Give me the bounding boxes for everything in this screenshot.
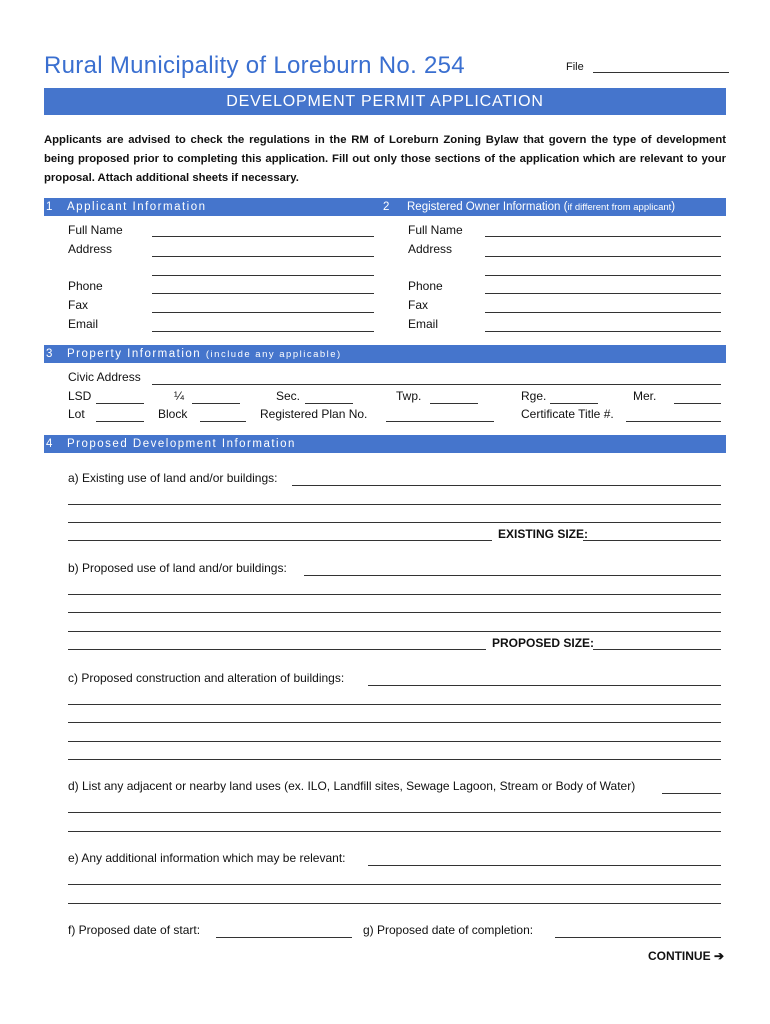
section-4-header: [44, 435, 726, 453]
applicant-phone-input[interactable]: [152, 293, 374, 294]
owner-address-label: Address: [408, 242, 453, 256]
rge-label: Rge.: [521, 389, 547, 403]
applicant-fullname-input[interactable]: [152, 236, 374, 237]
applicant-email-label: Email: [68, 317, 99, 331]
cert-label: Certificate Title #.: [521, 407, 614, 421]
applicant-address-input-2[interactable]: [152, 275, 374, 276]
construction-line[interactable]: [68, 759, 721, 760]
civic-address-input[interactable]: [152, 384, 721, 385]
adjacent-uses-line[interactable]: [68, 831, 721, 832]
lot-input[interactable]: [96, 421, 144, 422]
twp-input[interactable]: [430, 403, 478, 404]
applicant-address-label: Address: [68, 242, 113, 256]
plan-label: Registered Plan No.: [260, 407, 368, 421]
proposed-use-line[interactable]: [68, 649, 486, 650]
sec-label: Sec.: [276, 389, 301, 403]
proposed-use-line[interactable]: [68, 631, 721, 632]
adjacent-uses-input[interactable]: [662, 793, 721, 794]
adjacent-uses-label: d) List any adjacent or nearby land uses (ex. ILO, Landfill sites, Sewage Lagoon, Stream or Body of Water): [68, 779, 636, 793]
additional-info-label: e) Any additional information which may be relevant:: [68, 851, 346, 865]
section-2-title: Registered Owner Information (if different from applicant): [407, 201, 676, 213]
section-3-number: 3: [46, 348, 53, 360]
block-label: Block: [158, 407, 188, 421]
existing-use-line[interactable]: [68, 540, 492, 541]
section-1-title: Applicant Information: [67, 201, 207, 213]
applicant-fax-input[interactable]: [152, 312, 374, 313]
section-4-title: Proposed Development Information: [67, 438, 296, 450]
owner-address-input[interactable]: [485, 256, 721, 257]
construction-line[interactable]: [68, 741, 721, 742]
mer-label: Mer.: [633, 389, 657, 403]
twp-label: Twp.: [396, 389, 422, 403]
existing-size-input[interactable]: [583, 540, 721, 541]
mer-input[interactable]: [674, 403, 721, 404]
intro-text: Applicants are advised to check the regulations in the RM of Loreburn Zoning Bylaw that govern the type of development being proposed prior to completing this application. Fill out only those sections of the application which are relevant to your proposal. Attach additional sheets if necessary.: [44, 134, 726, 184]
existing-use-line[interactable]: [68, 504, 721, 505]
proposed-use-label: b) Proposed use of land and/or buildings:: [68, 561, 287, 575]
owner-fax-label: Fax: [408, 298, 429, 312]
owner-fullname-label: Full Name: [408, 223, 463, 237]
existing-size-label: EXISTING SIZE:: [498, 527, 589, 541]
form-banner: DEVELOPMENT PERMIT APPLICATION: [44, 88, 726, 115]
civic-address-label: Civic Address: [68, 370, 141, 384]
section-1-number: 1: [46, 201, 53, 213]
proposed-use-line[interactable]: [68, 612, 721, 613]
continue-link[interactable]: CONTINUE ➔: [647, 949, 724, 963]
owner-fax-input[interactable]: [485, 312, 721, 313]
completion-date-label: g) Proposed date of completion:: [363, 923, 534, 937]
file-field: [566, 61, 729, 73]
owner-address-input-2[interactable]: [485, 275, 721, 276]
proposed-size-label: PROPOSED SIZE:: [492, 636, 595, 650]
page-title: Rural Municipality of Loreburn No. 254: [44, 52, 465, 79]
sec-input[interactable]: [305, 403, 353, 404]
start-date-label: f) Proposed date of start:: [68, 923, 201, 937]
section-1-2-header: [44, 198, 726, 216]
construction-input[interactable]: [368, 685, 721, 686]
applicant-phone-label: Phone: [68, 279, 103, 293]
section-3-header: [44, 345, 726, 363]
plan-input[interactable]: [386, 421, 494, 422]
owner-phone-label: Phone: [408, 279, 443, 293]
owner-email-input[interactable]: [485, 331, 721, 332]
construction-line[interactable]: [68, 722, 721, 723]
existing-use-line[interactable]: [68, 522, 721, 523]
lsd-label: LSD: [68, 389, 92, 403]
applicant-address-input[interactable]: [152, 256, 374, 257]
owner-phone-input[interactable]: [485, 293, 721, 294]
cert-input[interactable]: [626, 421, 721, 422]
section-2-number: 2: [383, 201, 390, 213]
completion-date-input[interactable]: [555, 937, 721, 938]
file-label: File: [566, 61, 584, 73]
block-input[interactable]: [200, 421, 246, 422]
start-date-input[interactable]: [216, 937, 352, 938]
owner-email-label: Email: [408, 317, 439, 331]
additional-info-input[interactable]: [368, 865, 721, 866]
existing-use-label: a) Existing use of land and/or buildings:: [68, 471, 278, 485]
quarter-input[interactable]: [192, 403, 240, 404]
applicant-email-input[interactable]: [152, 331, 374, 332]
quarter-label: ¼: [174, 389, 185, 403]
section-4-number: 4: [46, 438, 53, 450]
section-3-title: Property Information (include any applicable): [67, 348, 342, 360]
proposed-size-input[interactable]: [593, 649, 721, 650]
additional-info-line[interactable]: [68, 903, 721, 904]
rge-input[interactable]: [550, 403, 598, 404]
applicant-fullname-label: Full Name: [68, 223, 123, 237]
lsd-input[interactable]: [96, 403, 144, 404]
additional-info-line[interactable]: [68, 884, 721, 885]
construction-label: c) Proposed construction and alteration of buildings:: [68, 671, 345, 685]
owner-fullname-input[interactable]: [485, 236, 721, 237]
lot-label: Lot: [68, 407, 85, 421]
proposed-use-input[interactable]: [304, 575, 721, 576]
applicant-fax-label: Fax: [68, 298, 89, 312]
adjacent-uses-line[interactable]: [68, 812, 721, 813]
existing-use-input[interactable]: [292, 485, 721, 486]
file-input-line[interactable]: [593, 72, 729, 73]
construction-line[interactable]: [68, 704, 721, 705]
proposed-use-line[interactable]: [68, 594, 721, 595]
